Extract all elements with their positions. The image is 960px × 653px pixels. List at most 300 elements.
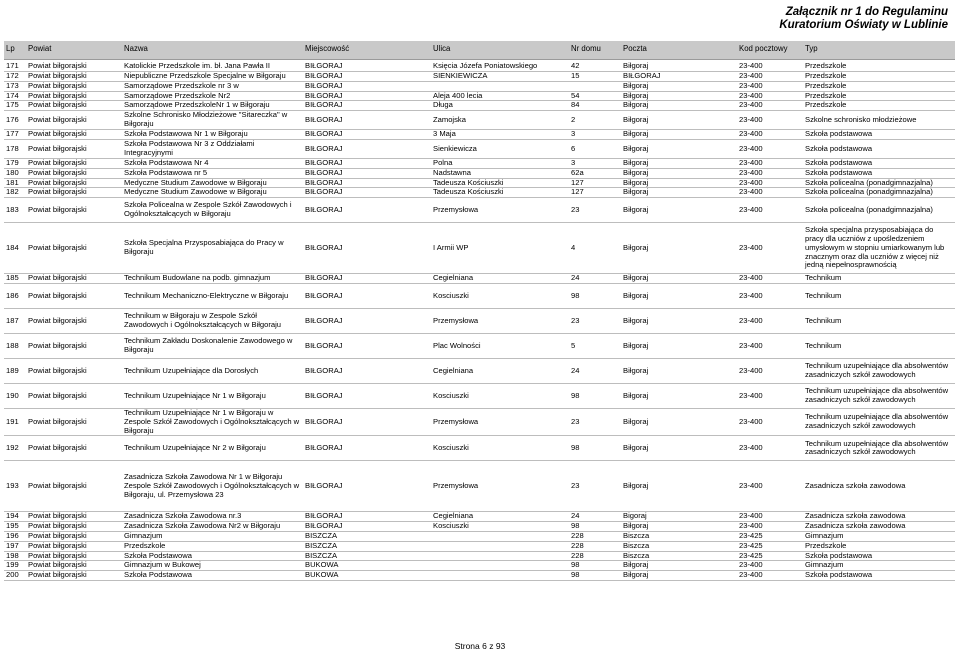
kod-pocztowy-cell: 23-400 [737, 408, 803, 435]
col-header-ulica: Ulica [431, 41, 569, 59]
table-row [4, 72, 955, 82]
poczta-cell: Biłgoraj [621, 188, 737, 198]
typ-cell: Szkoła podstawowa [803, 130, 955, 140]
poczta-cell: Biłgoraj [621, 223, 737, 274]
powiat-cell: Powiat biłgorajski [26, 512, 122, 522]
ulica-cell: Cegielniana [431, 358, 569, 383]
table-row [4, 551, 955, 561]
miejscowosc-cell: BIŁGORAJ [303, 522, 431, 532]
nr-domu-cell: 2 [569, 111, 621, 130]
table-row [4, 512, 955, 522]
typ-cell: Szkoła podstawowa [803, 139, 955, 158]
powiat-cell: Powiat biłgorajski [26, 168, 122, 178]
poczta-cell: Biłgoraj [621, 130, 737, 140]
table-row [4, 223, 955, 274]
miejscowosc-cell: BIŁGORAJ [303, 436, 431, 461]
table-row [4, 274, 955, 284]
nr-domu-cell: 228 [569, 541, 621, 551]
ulica-cell: Kosciuszki [431, 522, 569, 532]
table-row [4, 81, 955, 91]
typ-cell: Przedszkole [803, 81, 955, 91]
nazwa-cell: Technikum Budowlane na podb. gimnazjum [122, 274, 303, 284]
nazwa-cell: Zasadnicza Szkoła Zawodowa Nr2 w Biłgoraju [122, 522, 303, 532]
lp-cell: 179 [4, 158, 26, 168]
typ-cell: Przedszkole [803, 101, 955, 111]
kod-pocztowy-cell: 23-400 [737, 91, 803, 101]
ulica-cell: Cegielniana [431, 274, 569, 284]
ulica-cell: Przemysłowa [431, 198, 569, 223]
nazwa-cell: Technikum Uzupełniające dla Dorosłych [122, 358, 303, 383]
ulica-cell: SIENKIEWICZA [431, 72, 569, 82]
table-row [4, 461, 955, 512]
nr-domu-cell: 24 [569, 274, 621, 284]
typ-cell: Technikum [803, 274, 955, 284]
poczta-cell: Biłgoraj [621, 408, 737, 435]
typ-cell: Szkoła policealna (ponadgimnazjalna) [803, 198, 955, 223]
poczta-cell: Biłgoraj [621, 522, 737, 532]
typ-cell: Szkoła podstawowa [803, 571, 955, 581]
kod-pocztowy-cell: 23-400 [737, 188, 803, 198]
nr-domu-cell: 127 [569, 178, 621, 188]
nr-domu-cell: 4 [569, 223, 621, 274]
nazwa-cell: Szkoła Policealna w Zespole Szkół Zawodowych i Ogólnokształcących w Biłgoraju [122, 198, 303, 223]
miejscowosc-cell: BIŁGORAJ [303, 111, 431, 130]
lp-cell: 172 [4, 72, 26, 82]
nr-domu-cell: 23 [569, 308, 621, 333]
table-row [4, 531, 955, 541]
col-header-poczta: Poczta [621, 41, 737, 59]
table-row [4, 62, 955, 72]
poczta-cell: Bigoraj [621, 512, 737, 522]
poczta-cell: Biłgoraj [621, 358, 737, 383]
powiat-cell: Powiat biłgorajski [26, 130, 122, 140]
nr-domu-cell: 23 [569, 198, 621, 223]
table-row [4, 111, 955, 130]
poczta-cell: Biłgoraj [621, 139, 737, 158]
typ-cell: Szkoła policealna (ponadgimnazjalna) [803, 188, 955, 198]
typ-cell: Technikum uzupełniające dla absolwentów zasadniczych szkół zawodowych [803, 383, 955, 408]
powiat-cell: Powiat biłgorajski [26, 333, 122, 358]
ulica-cell: Przemysłowa [431, 308, 569, 333]
document-header [779, 6, 948, 32]
table-row [4, 139, 955, 158]
table-row [4, 91, 955, 101]
nr-domu-cell [569, 81, 621, 91]
nr-domu-cell: 23 [569, 461, 621, 512]
table-row [4, 541, 955, 551]
typ-cell: Przedszkole [803, 72, 955, 82]
lp-cell: 199 [4, 561, 26, 571]
poczta-cell: Biłgoraj [621, 178, 737, 188]
table-row [4, 561, 955, 571]
header-row [4, 41, 955, 59]
miejscowosc-cell: BIŁGORAJ [303, 383, 431, 408]
nazwa-cell: Szkoła Podstawowa Nr 1 w Biłgoraju [122, 130, 303, 140]
nazwa-cell: Szkoła Podstawowa [122, 551, 303, 561]
nr-domu-cell: 98 [569, 561, 621, 571]
lp-cell: 193 [4, 461, 26, 512]
poczta-cell: Biłgoraj [621, 158, 737, 168]
nazwa-cell: Przedszkole [122, 541, 303, 551]
powiat-cell: Powiat biłgorajski [26, 461, 122, 512]
nazwa-cell: Technikum Zakładu Doskonalenie Zawodowego w Biłgoraju [122, 333, 303, 358]
miejscowosc-cell: BIŁGORAJ [303, 512, 431, 522]
nazwa-cell: Szkoła Podstawowa Nr 3 z Oddziałami Integracyjnymi [122, 139, 303, 158]
miejscowosc-cell: BIŁGORAJ [303, 139, 431, 158]
powiat-cell: Powiat biłgorajski [26, 158, 122, 168]
lp-cell: 175 [4, 101, 26, 111]
lp-cell: 178 [4, 139, 26, 158]
kod-pocztowy-cell: 23-400 [737, 274, 803, 284]
ulica-cell [431, 81, 569, 91]
miejscowosc-cell: BISZCZA [303, 541, 431, 551]
miejscowosc-cell: BIŁGORAJ [303, 101, 431, 111]
powiat-cell: Powiat biłgorajski [26, 531, 122, 541]
miejscowosc-cell: BIŁGORAJ [303, 283, 431, 308]
table-row [4, 308, 955, 333]
poczta-cell: Biszcza [621, 541, 737, 551]
ulica-cell: I Armii WP [431, 223, 569, 274]
kod-pocztowy-cell: 23-425 [737, 551, 803, 561]
miejscowosc-cell: BIŁGORAJ [303, 81, 431, 91]
kod-pocztowy-cell: 23-400 [737, 111, 803, 130]
ulica-cell: Cegielniana [431, 512, 569, 522]
typ-cell: Technikum uzupełniające dla absolwentów zasadniczych szkół zawodowych [803, 436, 955, 461]
kod-pocztowy-cell: 23-400 [737, 130, 803, 140]
kod-pocztowy-cell: 23-400 [737, 512, 803, 522]
miejscowosc-cell: BIŁGORAJ [303, 62, 431, 72]
poczta-cell: Biłgoraj [621, 283, 737, 308]
nr-domu-cell: 3 [569, 130, 621, 140]
poczta-cell: Biłgoraj [621, 81, 737, 91]
powiat-cell: Powiat biłgorajski [26, 274, 122, 284]
nazwa-cell: Zasadnicza Szkoła Zawodowa Nr 1 w Biłgoraju Zespole Szkół Zawodowych i Ogólnokształcących w Biłgoraju, ul. Przemysłowa 23 [122, 461, 303, 512]
lp-cell: 191 [4, 408, 26, 435]
nazwa-cell: Gimnazjum w Bukowej [122, 561, 303, 571]
col-header-nazwa: Nazwa [122, 41, 303, 59]
ulica-cell: Kosciuszki [431, 383, 569, 408]
ulica-cell: Długa [431, 101, 569, 111]
powiat-cell: Powiat biłgorajski [26, 283, 122, 308]
nr-domu-cell: 5 [569, 333, 621, 358]
poczta-cell: Biłgoraj [621, 571, 737, 581]
lp-cell: 183 [4, 198, 26, 223]
nr-domu-cell: 84 [569, 101, 621, 111]
lp-cell: 181 [4, 178, 26, 188]
kod-pocztowy-cell: 23-400 [737, 139, 803, 158]
ulica-cell: Tadeusza Kościuszki [431, 188, 569, 198]
nazwa-cell: Technikum Mechaniczno-Elektryczne w Biłgoraju [122, 283, 303, 308]
table-row [4, 158, 955, 168]
header-line-2: Kuratorium Oświaty w Lublinie [779, 19, 948, 31]
kod-pocztowy-cell: 23-400 [737, 522, 803, 532]
lp-cell: 195 [4, 522, 26, 532]
poczta-cell: Biłgoraj [621, 91, 737, 101]
nazwa-cell: Szkoła Podstawowa Nr 4 [122, 158, 303, 168]
table-row [4, 383, 955, 408]
lp-cell: 176 [4, 111, 26, 130]
typ-cell: Gimnazjum [803, 561, 955, 571]
table-row [4, 333, 955, 358]
powiat-cell: Powiat biłgorajski [26, 541, 122, 551]
poczta-cell: Biłgoraj [621, 436, 737, 461]
nr-domu-cell: 127 [569, 188, 621, 198]
lp-cell: 174 [4, 91, 26, 101]
kod-pocztowy-cell: 23-400 [737, 571, 803, 581]
nazwa-cell: Samorządowe Przedszkole Nr2 [122, 91, 303, 101]
table-row [4, 101, 955, 111]
ulica-cell: Przemysłowa [431, 461, 569, 512]
nr-domu-cell: 98 [569, 383, 621, 408]
typ-cell: Zasadnicza szkoła zawodowa [803, 461, 955, 512]
kod-pocztowy-cell: 23-400 [737, 198, 803, 223]
ulica-cell [431, 531, 569, 541]
typ-cell: Zasadnicza szkoła zawodowa [803, 512, 955, 522]
nazwa-cell: Szkolne Schronisko Młodzieżowe "Sitareczka" w Biłgoraju [122, 111, 303, 130]
ulica-cell: Kosciuszki [431, 436, 569, 461]
powiat-cell: Powiat biłgorajski [26, 383, 122, 408]
lp-cell: 188 [4, 333, 26, 358]
header-line-1: Załącznik nr 1 do Regulaminu [785, 6, 948, 18]
powiat-cell: Powiat biłgorajski [26, 139, 122, 158]
kod-pocztowy-cell: 23-400 [737, 178, 803, 188]
kod-pocztowy-cell: 23-425 [737, 531, 803, 541]
col-header-kod-pocztowy: Kod pocztowy [737, 41, 803, 59]
kod-pocztowy-cell: 23-425 [737, 541, 803, 551]
nr-domu-cell: 98 [569, 571, 621, 581]
lp-cell: 177 [4, 130, 26, 140]
typ-cell: Przedszkole [803, 91, 955, 101]
typ-cell: Przedszkole [803, 62, 955, 72]
kod-pocztowy-cell: 23-400 [737, 358, 803, 383]
typ-cell: Technikum uzupełniające dla absolwentów zasadniczych szkół zawodowych [803, 358, 955, 383]
ulica-cell [431, 541, 569, 551]
typ-cell: Przedszkole [803, 541, 955, 551]
col-header-nr-domu: Nr domu [569, 41, 621, 59]
col-header-miejscowosc: Miejscowość [303, 41, 431, 59]
ulica-cell: Zamojska [431, 111, 569, 130]
miejscowosc-cell: BIŁGORAJ [303, 223, 431, 274]
nazwa-cell: Medyczne Studium Zawodowe w Biłgoraju [122, 188, 303, 198]
col-header-lp: Lp [4, 41, 26, 59]
powiat-cell: Powiat biłgorajski [26, 408, 122, 435]
poczta-cell: Biszcza [621, 531, 737, 541]
powiat-cell: Powiat biłgorajski [26, 101, 122, 111]
powiat-cell: Powiat biłgorajski [26, 436, 122, 461]
typ-cell: Technikum [803, 333, 955, 358]
table-row [4, 178, 955, 188]
typ-cell: Szkoła specjalna przysposabiająca do pracy dla uczniów z upośledzeniem umysłowym w stopniu umiarkowanym lub znacznym oraz dla uczniów z więcej niż jedną niepełnosprawnością [803, 223, 955, 274]
lp-cell: 171 [4, 62, 26, 72]
poczta-cell: Biłgoraj [621, 333, 737, 358]
typ-cell: Technikum [803, 283, 955, 308]
nr-domu-cell: 228 [569, 551, 621, 561]
nazwa-cell: Samorządowe Przedszkole nr 3 w [122, 81, 303, 91]
nazwa-cell: Technikum Uzupełniające Nr 1 w Biłgoraju [122, 383, 303, 408]
nr-domu-cell: 54 [569, 91, 621, 101]
nr-domu-cell: 3 [569, 158, 621, 168]
lp-cell: 198 [4, 551, 26, 561]
lp-cell: 186 [4, 283, 26, 308]
nr-domu-cell: 98 [569, 283, 621, 308]
ulica-cell: Tadeusza Kościuszki [431, 178, 569, 188]
powiat-cell: Powiat biłgorajski [26, 62, 122, 72]
powiat-cell: Powiat biłgorajski [26, 308, 122, 333]
nr-domu-cell: 23 [569, 408, 621, 435]
ulica-cell: Aleja 400 lecia [431, 91, 569, 101]
typ-cell: Szkoła podstawowa [803, 551, 955, 561]
nazwa-cell: Samorządowe PrzedszkoleNr 1 w Biłgoraju [122, 101, 303, 111]
lp-cell: 192 [4, 436, 26, 461]
ulica-cell: Księcia Józefa Poniatowskiego [431, 62, 569, 72]
typ-cell: Zasadnicza szkoła zawodowa [803, 522, 955, 532]
miejscowosc-cell: BIŁGORAJ [303, 72, 431, 82]
miejscowosc-cell: BIŁGORAJ [303, 188, 431, 198]
poczta-cell: Biłgoraj [621, 198, 737, 223]
lp-cell: 185 [4, 274, 26, 284]
lp-cell: 194 [4, 512, 26, 522]
kod-pocztowy-cell: 23-400 [737, 223, 803, 274]
kod-pocztowy-cell: 23-400 [737, 101, 803, 111]
table-row [4, 168, 955, 178]
nr-domu-cell: 228 [569, 531, 621, 541]
poczta-cell: Biłgoraj [621, 383, 737, 408]
table-row [4, 130, 955, 140]
lp-cell: 189 [4, 358, 26, 383]
powiat-cell: Powiat biłgorajski [26, 178, 122, 188]
nr-domu-cell: 15 [569, 72, 621, 82]
miejscowosc-cell: BISZCZA [303, 551, 431, 561]
powiat-cell: Powiat biłgorajski [26, 358, 122, 383]
miejscowosc-cell: BIŁGORAJ [303, 168, 431, 178]
typ-cell: Gimnazjum [803, 531, 955, 541]
nr-domu-cell: 24 [569, 512, 621, 522]
table-row [4, 188, 955, 198]
table-row [4, 436, 955, 461]
nazwa-cell: Szkoła Podstawowa [122, 571, 303, 581]
poczta-cell: Biłgoraj [621, 101, 737, 111]
nazwa-cell: Niepubliczne Przedszkole Specjalne w Biłgoraju [122, 72, 303, 82]
ulica-cell [431, 561, 569, 571]
col-header-powiat: Powiat [26, 41, 122, 59]
poczta-cell: Biłgoraj [621, 62, 737, 72]
table-row [4, 198, 955, 223]
powiat-cell: Powiat biłgorajski [26, 81, 122, 91]
miejscowosc-cell: BIŁGORAJ [303, 91, 431, 101]
page-number: Strona 6 z 93 [454, 641, 506, 651]
schools-table [4, 41, 955, 581]
miejscowosc-cell: BIŁGORAJ [303, 408, 431, 435]
nazwa-cell: Zasadnicza Szkoła Zawodowa nr.3 [122, 512, 303, 522]
ulica-cell: Nadstawna [431, 168, 569, 178]
nazwa-cell: Szkoła Podstawowa nr 5 [122, 168, 303, 178]
table-row [4, 283, 955, 308]
miejscowosc-cell: BISZCZA [303, 531, 431, 541]
kod-pocztowy-cell: 23-400 [737, 383, 803, 408]
nazwa-cell: Technikum Uzupełniające Nr 2 w Biłgoraju [122, 436, 303, 461]
kod-pocztowy-cell: 23-400 [737, 62, 803, 72]
ulica-cell: Kosciuszki [431, 283, 569, 308]
lp-cell: 173 [4, 81, 26, 91]
poczta-cell: Biłgoraj [621, 308, 737, 333]
table-body [4, 62, 955, 580]
miejscowosc-cell: BIŁGORAJ [303, 274, 431, 284]
miejscowosc-cell: BIŁGORAJ [303, 358, 431, 383]
ulica-cell: 3 Maja [431, 130, 569, 140]
table-row [4, 522, 955, 532]
nazwa-cell: Szkoła Specjalna Przysposabiająca do Pracy w Biłgoraju [122, 223, 303, 274]
kod-pocztowy-cell: 23-400 [737, 168, 803, 178]
ulica-cell: Polna [431, 158, 569, 168]
lp-cell: 196 [4, 531, 26, 541]
poczta-cell: Biłgoraj [621, 561, 737, 571]
nr-domu-cell: 42 [569, 62, 621, 72]
typ-cell: Szkoła policealna (ponadgimnazjalna) [803, 178, 955, 188]
kod-pocztowy-cell: 23-400 [737, 333, 803, 358]
lp-cell: 187 [4, 308, 26, 333]
miejscowosc-cell: BIŁGORAJ [303, 461, 431, 512]
lp-cell: 200 [4, 571, 26, 581]
nazwa-cell: Gimnazjum [122, 531, 303, 541]
table-row [4, 408, 955, 435]
typ-cell: Szkoła podstawowa [803, 158, 955, 168]
powiat-cell: Powiat biłgorajski [26, 551, 122, 561]
col-header-typ: Typ [803, 41, 955, 59]
nr-domu-cell: 98 [569, 436, 621, 461]
nr-domu-cell: 6 [569, 139, 621, 158]
typ-cell: Szkolne schronisko młodzieżowe [803, 111, 955, 130]
miejscowosc-cell: BUKOWA [303, 561, 431, 571]
ulica-cell: Sienkiewicza [431, 139, 569, 158]
poczta-cell: Biłgoraj [621, 274, 737, 284]
kod-pocztowy-cell: 23-400 [737, 283, 803, 308]
nazwa-cell: Katolickie Przedszkole im. bł. Jana Pawła II [122, 62, 303, 72]
table-row [4, 571, 955, 581]
nazwa-cell: Medyczne Studium Zawodowe w Biłgoraju [122, 178, 303, 188]
lp-cell: 190 [4, 383, 26, 408]
powiat-cell: Powiat biłgorajski [26, 571, 122, 581]
miejscowosc-cell: BUKOWA [303, 571, 431, 581]
nazwa-cell: Technikum Uzupełniające Nr 1 w Biłgoraju w Zespole Szkół Zawodowych i Ogólnokształcących w Biłgoraju [122, 408, 303, 435]
poczta-cell: Biszcza [621, 551, 737, 561]
miejscowosc-cell: BIŁGORAJ [303, 130, 431, 140]
miejscowosc-cell: BIŁGORAJ [303, 178, 431, 188]
poczta-cell: BIŁGORAJ [621, 72, 737, 82]
nr-domu-cell: 24 [569, 358, 621, 383]
powiat-cell: Powiat biłgorajski [26, 198, 122, 223]
kod-pocztowy-cell: 23-400 [737, 72, 803, 82]
kod-pocztowy-cell: 23-400 [737, 436, 803, 461]
ulica-cell [431, 551, 569, 561]
miejscowosc-cell: BIŁGORAJ [303, 198, 431, 223]
table-header [4, 41, 955, 62]
miejscowosc-cell: BIŁGORAJ [303, 308, 431, 333]
poczta-cell: Biłgoraj [621, 168, 737, 178]
nr-domu-cell: 98 [569, 522, 621, 532]
table-row [4, 358, 955, 383]
kod-pocztowy-cell: 23-400 [737, 158, 803, 168]
powiat-cell: Powiat biłgorajski [26, 111, 122, 130]
ulica-cell [431, 571, 569, 581]
typ-cell: Technikum uzupełniające dla absolwentów zasadniczych szkół zawodowych [803, 408, 955, 435]
miejscowosc-cell: BIŁGORAJ [303, 333, 431, 358]
powiat-cell: Powiat biłgorajski [26, 561, 122, 571]
typ-cell: Technikum [803, 308, 955, 333]
poczta-cell: Biłgoraj [621, 461, 737, 512]
powiat-cell: Powiat biłgorajski [26, 91, 122, 101]
kod-pocztowy-cell: 23-400 [737, 561, 803, 571]
lp-cell: 180 [4, 168, 26, 178]
